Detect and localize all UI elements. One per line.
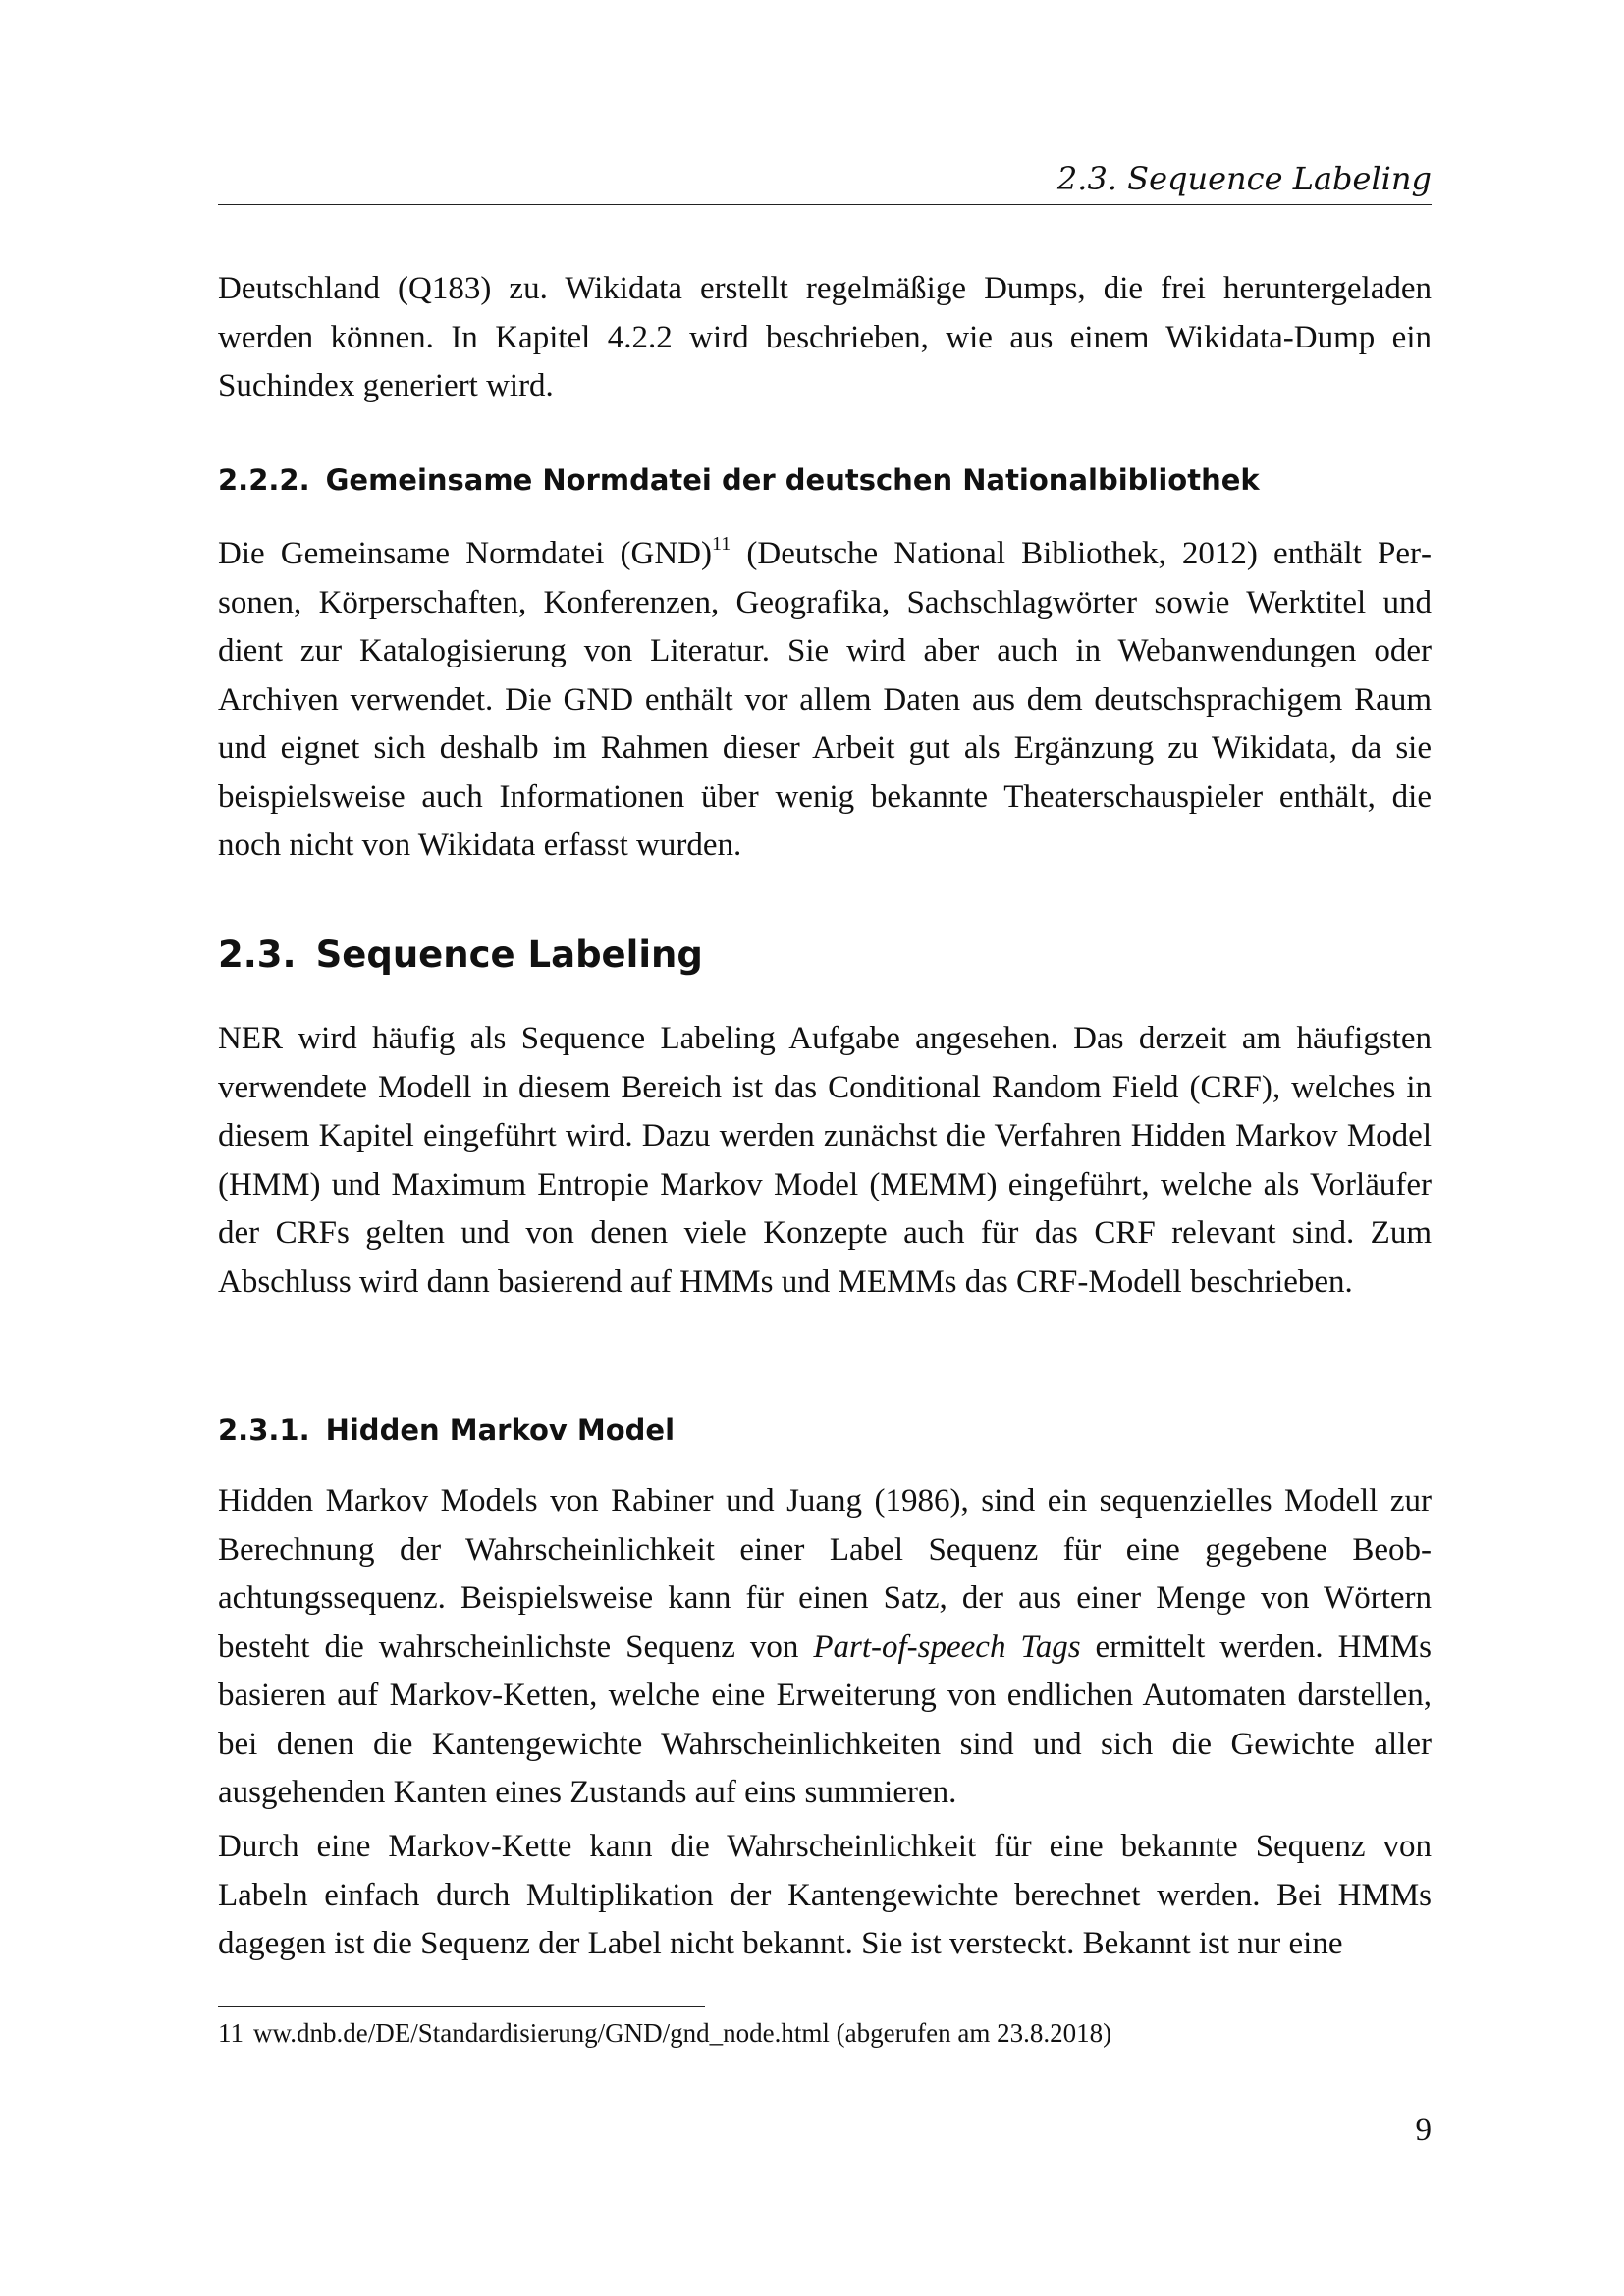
section-title: Sequence Labeling xyxy=(315,934,703,976)
section-heading-2-3 xyxy=(218,933,1432,978)
hmm-paragraph-1 xyxy=(218,1477,1432,1818)
hmm-text-rest: ermittelt werden. HMMs basieren auf Markov-Ketten, welche eine Erweiterung von endlichen Automaten darstellen, bei denen die Kantengewichte Wahrscheinlichkeiten sind und sich die Gewichte aller ausgehenden Kanten eines Zustands auf eins summieren. xyxy=(218,1629,1432,1810)
page-number: 9 xyxy=(1415,2112,1432,2148)
section-title: Gemeinsame Normdatei der deutschen Nationalbibliothek xyxy=(325,463,1260,497)
section-title: Hidden Markov Model xyxy=(325,1414,676,1447)
footnote-rule xyxy=(218,2006,705,2007)
footnote xyxy=(218,2015,1432,2051)
hmm-paragraph-2: Durch eine Markov-Kette kann die Wahrscheinlichkeit für eine bekannte Sequenz von Labeln einfach durch Multiplikation der Kantengewichte berechnet werden. Bei HMMs dagegen ist die Sequenz der Label nicht bekannt. Sie ist versteckt. Bekannt ist nur eine xyxy=(218,1829,1432,1961)
section-number: 2.2.2. xyxy=(218,463,310,497)
footnote-text[interactable]: ww.dnb.de/DE/Standardisierung/GND/gnd_node.html (abgerufen am 23.8.2018) xyxy=(253,2018,1112,2048)
section-number: 2.3. xyxy=(218,934,297,976)
document-page xyxy=(218,0,1432,2296)
section-heading-2-2-2 xyxy=(218,460,1432,500)
footnote-number: 11 xyxy=(218,2018,244,2048)
header-rule xyxy=(218,204,1432,205)
running-header: 2.3. Sequence Labeling xyxy=(1056,160,1432,197)
emphasized-term: Part-of-speech Tags xyxy=(813,1629,1081,1665)
section-number: 2.3.1. xyxy=(218,1414,310,1447)
footnote-reference[interactable]: 11 xyxy=(712,533,731,555)
section-heading-2-3-1 xyxy=(218,1411,1432,1450)
intro-paragraph: Deutschland (Q183) zu. Wikidata erstellt regelmäßige Dumps, die frei heruntergeladen werden können. In Kapitel 4.2.2 wird beschrieben, wie aus einem Wikidata-Dump ein Suchindex generiert wird. xyxy=(218,271,1432,403)
gnd-paragraph xyxy=(218,530,1432,871)
sequence-labeling-paragraph: NER wird häufig als Sequence Labeling Aufgabe angesehen. Das derzeit am häufigsten verwendete Modell in diesem Bereich ist das Conditional Random Field (CRF), welches in diesem Kapitel eingeführt wird. Dazu werden zunächst die Verfahren Hidden Markov Model (HMM) und Maximum Entropie Markov Model (MEMM) eingeführt, welche als Vorläufer der CRFs gelten und von denen viele Konzepte auch für das CRF relevant sind. Zum Abschluss wird dann basierend auf HMMs und MEMMs das CRF-Modell beschrieben. xyxy=(218,1021,1432,1300)
gnd-text-start: Die Gemeinsame Normdatei (GND) xyxy=(218,536,712,571)
hmm-text-start: Hidden Markov Models von Rabiner und Juang (1986), sind ein sequenzielles Modell zur Berechnung der Wahrscheinlichkeit einer Label Sequenz für eine gegebene Beobachtungssequenz. Beispielsweise kann für einen Satz, der aus einer Menge von Wörtern besteht die wahrscheinlichste Sequenz von xyxy=(218,1483,1432,1665)
gnd-text-rest: (Deutsche National Bibliothek, 2012) enthält Personen, Körperschaften, Konferenzen, Geografika, Sachschlagwörter sowie Werktitel und dient zur Katalogisierung von Literatur. Sie wird aber auch in Webanwendungen oder Archiven verwendet. Die GND enthält vor allem Daten aus dem deutschsprachigem Raum und eignet sich deshalb im Rahmen dieser Arbeit gut als Ergänzung zu Wikidata, da sie beispielsweise auch Informationen über wenig bekannte Theaterschauspieler enthält, die noch nicht von Wikidata erfasst wurden. xyxy=(218,536,1432,863)
